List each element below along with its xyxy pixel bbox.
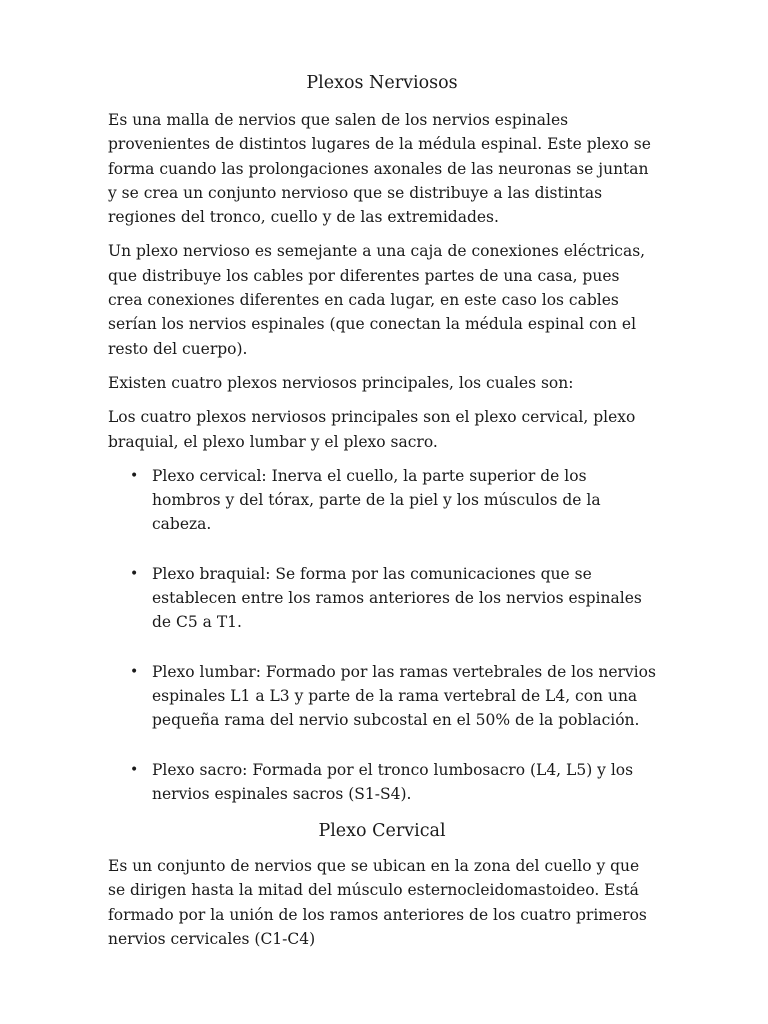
bullet-icon: • <box>130 565 139 582</box>
list-item-text: Plexo cervical: Inerva el cuello, la parte superior de los hombros y del tórax, parte de la piel y los músculos de la cabeza. <box>152 466 601 534</box>
list-item-text: Plexo braquial: Se forma por las comunicaciones que se establecen entre los ramos anteriores de los nervios espinales de C5 a T1. <box>152 564 642 632</box>
list-item-braquial <box>108 562 656 635</box>
list-item-lumbar <box>108 660 656 733</box>
document-title: Plexos Nerviosos <box>306 73 458 93</box>
section-paragraph: Es un conjunto de nervios que se ubican en la zona del cuello y que se dirigen hasta la mitad del músculo esternocleidomastoideo. Está formado por la unión de los ramos anteriores de los cuatro primeros nervios cervicales (C1-C4) <box>108 857 647 949</box>
bullet-icon: • <box>130 663 139 680</box>
list-item-text: Plexo sacro: Formada por el tronco lumbosacro (L4, L5) y los nervios espinales sacros (S1-S4). <box>152 760 634 803</box>
list-item-text: Plexo lumbar: Formado por las ramas vertebrales de los nervios espinales L1 a L3 y parte de la rama vertebral de L4, con una pequeña rama del nervio subcostal en el 50% de la población. <box>152 662 656 730</box>
bullet-icon: • <box>130 467 139 484</box>
plexus-list <box>108 464 656 806</box>
paragraph-analogy: Un plexo nervioso es semejante a una caja de conexiones eléctricas, que distribuye los cables por diferentes partes de una casa, pues crea conexiones diferentes en cada lugar, en este caso los cables serían los nervios espinales (que conectan la médula espinal con el resto del cuerpo). <box>108 242 646 358</box>
document-page <box>108 70 656 961</box>
paragraph-definition: Es una malla de nervios que salen de los nervios espinales provenientes de distintos lugares de la médula espinal. Este plexo se forma cuando las prolongaciones axonales de las neuronas se juntan y se crea un conjunto nervioso que se distribuye a las distintas regiones del tronco, cuello y de las extremidades. <box>108 111 651 227</box>
section-title: Plexo Cervical <box>318 821 446 842</box>
list-item-sacro <box>108 758 656 807</box>
bullet-icon: • <box>130 761 139 778</box>
paragraph-intro-list: Existen cuatro plexos nerviosos principales, los cuales son: <box>108 373 574 392</box>
paragraph-summary: Los cuatro plexos nerviosos principales son el plexo cervical, plexo braquial, el plexo lumbar y el plexo sacro. <box>108 408 636 451</box>
list-item-cervical <box>108 464 656 537</box>
